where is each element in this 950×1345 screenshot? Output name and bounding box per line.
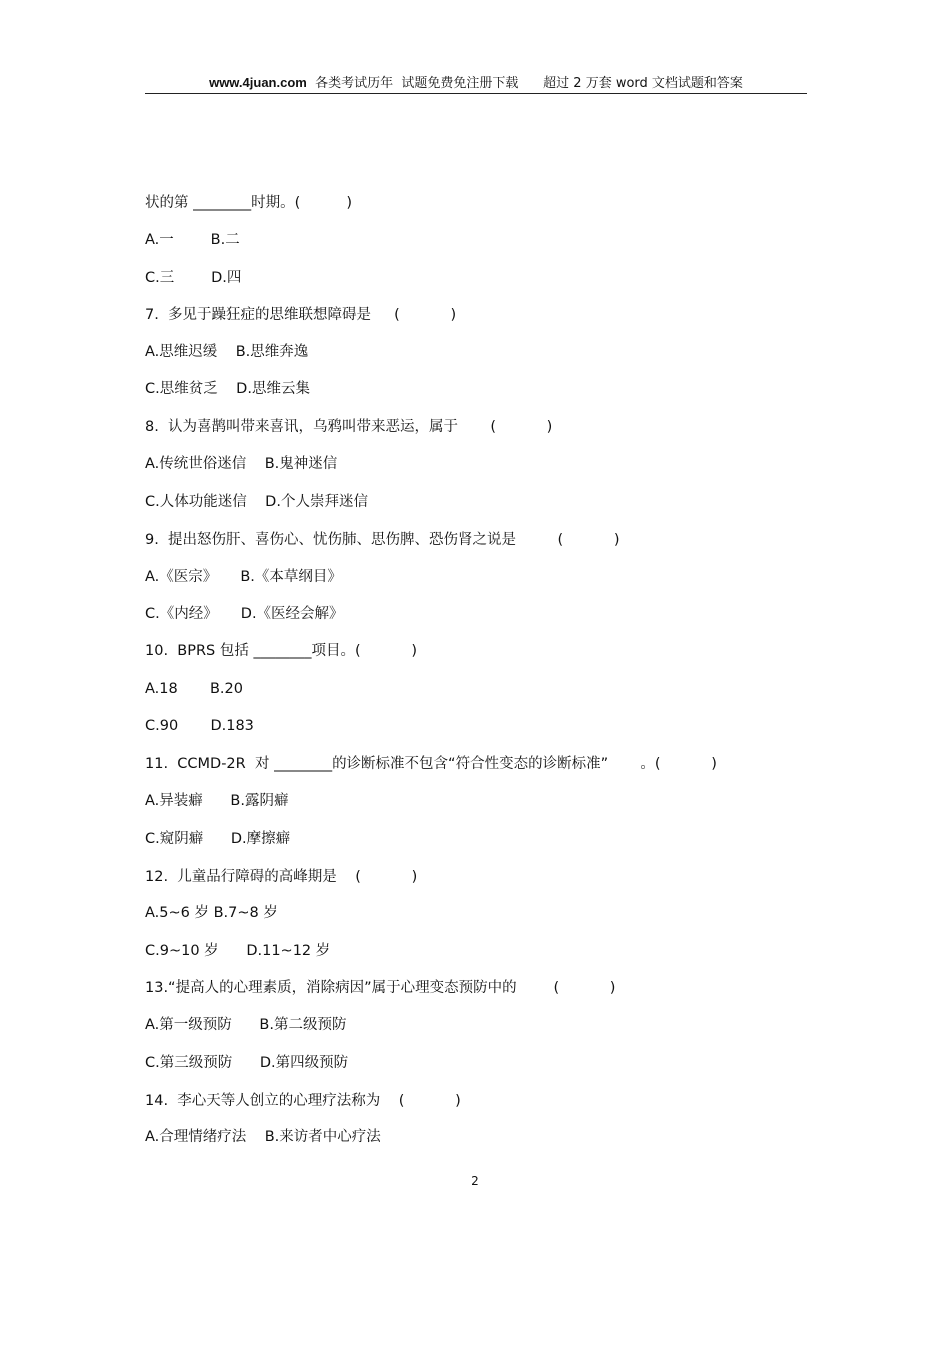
- option-line: A.传统世俗迷信 B.鬼神迷信: [145, 456, 338, 472]
- page-header: [145, 72, 807, 91]
- option-line: C.《内经》 D.《医经会解》: [145, 606, 344, 622]
- option-line: A.《医宗》 B.《本草纲目》: [145, 569, 342, 585]
- option-line: A.第一级预防 B.第二级预防: [145, 1017, 347, 1033]
- question-line: 7. 多见于躁狂症的思维联想障碍是 ( ): [145, 307, 457, 323]
- page-number: 2: [471, 1174, 479, 1188]
- option-line: A.18 B.20: [145, 681, 243, 697]
- option-line: A.5~6 岁 B.7~8 岁: [145, 905, 278, 921]
- option-line: C.9~10 岁 D.11~12 岁: [145, 943, 331, 959]
- header-site: www.4juan.com: [209, 75, 307, 90]
- question-line: 11. CCMD-2R 对 ________的诊断标准不包含“符合性变态的诊断标准” 。( ): [145, 756, 717, 772]
- question-line: 状的第 ________时期。( ): [145, 195, 353, 211]
- question-line: 10. BPRS 包括 ________项目。( ): [145, 643, 417, 659]
- question-line: 8. 认为喜鹊叫带来喜讯，乌鸦叫带来恶运，属于 ( ): [145, 419, 553, 435]
- option-line: C.思维贫乏 D.思维云集: [145, 381, 310, 397]
- header-rule: [145, 93, 807, 94]
- question-line: 14. 李心天等人创立的心理疗法称为 ( ): [145, 1093, 461, 1109]
- option-line: A.合理情绪疗法 B.来访者中心疗法: [145, 1129, 381, 1145]
- question-line: 12. 儿童品行障碍的高峰期是 ( ): [145, 869, 418, 885]
- option-line: C.第三级预防 D.第四级预防: [145, 1055, 349, 1071]
- question-line: 13.“提高人的心理素质，消除病因”属于心理变态预防中的 ( ): [145, 980, 616, 996]
- option-line: C.人体功能迷信 D.个人崇拜迷信: [145, 494, 368, 510]
- option-line: C.窥阴癖 D.摩擦癖: [145, 831, 291, 847]
- question-line: 9. 提出怒伤肝、喜伤心、忧伤肺、思伤脾、恐伤肾之说是 ( ): [145, 532, 620, 548]
- header-text: 各类考试历年 试题免费免注册下载 超过 2 万套 word 文档试题和答案: [306, 76, 743, 91]
- option-line: A.异装癖 B.露阴癖: [145, 793, 289, 809]
- option-line: C.90 D.183: [145, 718, 254, 734]
- option-line: A.一 B.二: [145, 232, 240, 248]
- option-line: C.三 D.四: [145, 270, 242, 286]
- option-line: A.思维迟缓 B.思维奔逸: [145, 344, 309, 360]
